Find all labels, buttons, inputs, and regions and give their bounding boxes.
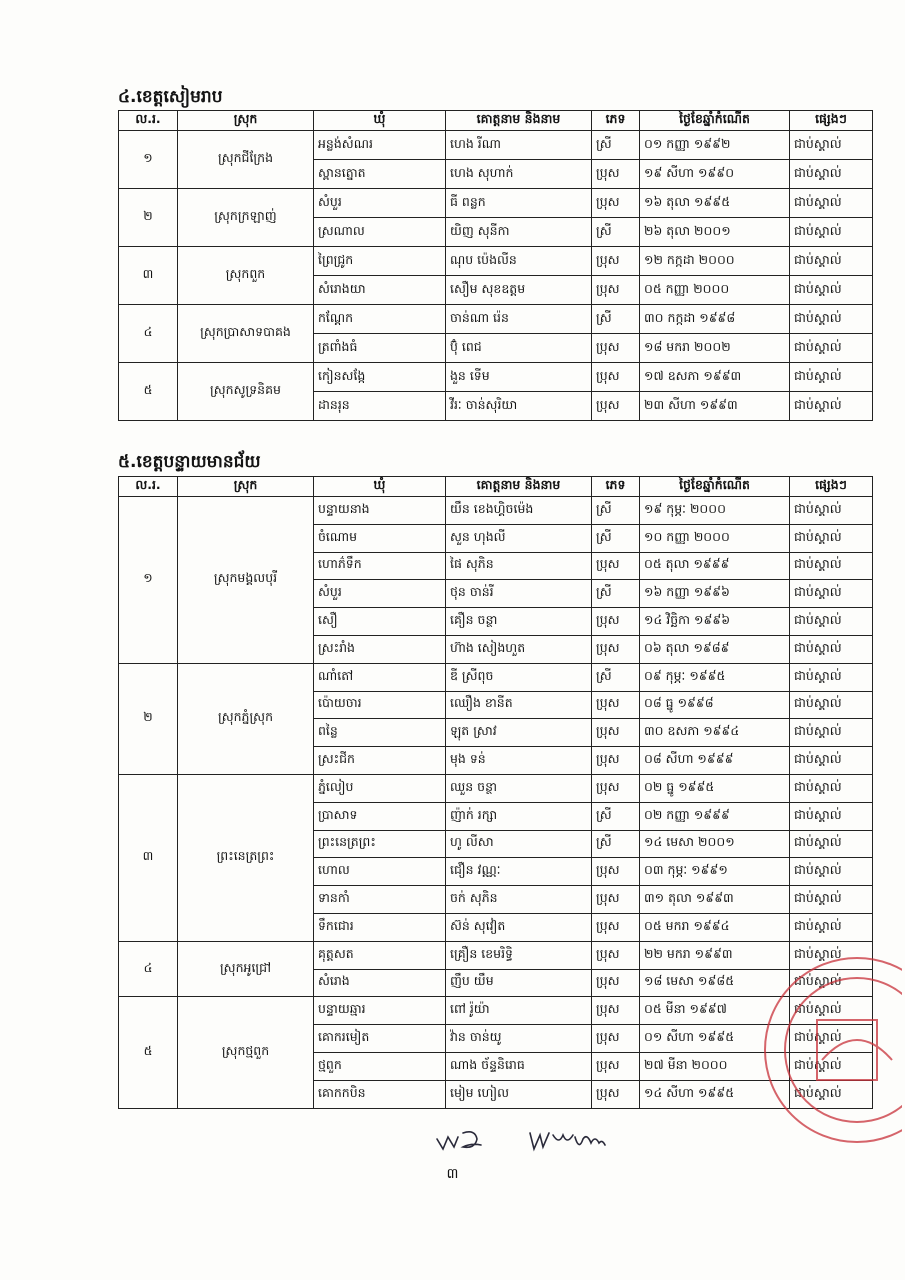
name-cell: ឈួន ចន្ថា: [446, 774, 592, 802]
commune-cell: ដានរុន: [314, 392, 446, 421]
dob-cell: ១៦ តុលា ១៩៩៥: [640, 189, 790, 218]
table-row: [119, 247, 873, 276]
table-row: [119, 774, 873, 802]
dob-cell: ១០ កញ្ញា ២០០០: [640, 524, 790, 552]
commune-cell: ព្រៃជ្រូក: [314, 247, 446, 276]
table-row: [119, 131, 873, 160]
sex-cell: ប្រុស: [592, 747, 640, 775]
name-cell: ចក់ សុភិន: [446, 886, 592, 914]
note-cell: ជាប់ស្គាល់: [790, 218, 873, 247]
siem-reap-table: [118, 110, 873, 421]
note-cell: ជាប់ស្គាល់: [790, 635, 873, 663]
dob-cell: ០៨ ធ្នូ ១៩៩៨: [640, 691, 790, 719]
column-header: គោត្តនាម និងនាម: [446, 477, 592, 497]
district-cell: ស្រុកជីក្រែង: [178, 131, 314, 189]
district-cell: ស្រុកពួក: [178, 247, 314, 305]
sex-cell: ប្រុស: [592, 719, 640, 747]
column-header: ថ្ងៃខែឆ្នាំកំណើត: [640, 477, 790, 497]
note-cell: ជាប់ស្គាល់: [790, 858, 873, 886]
note-cell: ជាប់ស្គាល់: [790, 334, 873, 363]
sex-cell: ប្រុស: [592, 997, 640, 1025]
note-cell: ជាប់ស្គាល់: [790, 189, 873, 218]
sex-cell: ប្រុស: [592, 691, 640, 719]
note-cell: ជាប់ស្គាល់: [790, 1052, 873, 1080]
dob-cell: ០៦ តុលា ១៩៨៩: [640, 635, 790, 663]
name-cell: ផៃ សុភិន: [446, 552, 592, 580]
section-title-siem-reap: ៤.ខេត្តសៀមរាប: [118, 87, 223, 107]
district-cell: ស្រុកភ្នំស្រុក: [178, 663, 314, 774]
sex-cell: ប្រុស: [592, 608, 640, 636]
name-cell: ហេង សុហាក់: [446, 160, 592, 189]
column-header: ផ្សេងៗ: [790, 477, 873, 497]
dob-cell: ៣០ ឧសភា ១៩៩៤: [640, 719, 790, 747]
dob-cell: ០២ កញ្ញា ១៩៩៩: [640, 802, 790, 830]
row-number: ២: [119, 189, 178, 247]
commune-cell: ប៉ោយចារ: [314, 691, 446, 719]
name-cell: មុង ទន់: [446, 747, 592, 775]
column-header: គោត្តនាម និងនាម: [446, 111, 592, 131]
dob-cell: ០១ សីហា ១៩៩៥: [640, 1025, 790, 1053]
table-row: [119, 941, 873, 969]
dob-cell: ២៧ មីនា ២០០០: [640, 1052, 790, 1080]
note-cell: ជាប់ស្គាល់: [790, 580, 873, 608]
name-cell: ណាង ច័ន្ទនិរោធ: [446, 1052, 592, 1080]
name-cell: ឡុត ស្រាវ: [446, 719, 592, 747]
note-cell: ជាប់ស្គាល់: [790, 719, 873, 747]
note-cell: ជាប់ស្គាល់: [790, 363, 873, 392]
table-row: [119, 663, 873, 691]
name-cell: ហូ លីសា: [446, 830, 592, 858]
dob-cell: ០៨ សីហា ១៩៩៩: [640, 747, 790, 775]
note-cell: ជាប់ស្គាល់: [790, 305, 873, 334]
commune-cell: ទឹកជោរ: [314, 913, 446, 941]
name-cell: មៀម ហៀល: [446, 1080, 592, 1108]
note-cell: ជាប់ស្គាល់: [790, 1025, 873, 1053]
note-cell: ជាប់ស្គាល់: [790, 276, 873, 305]
note-cell: ជាប់ស្គាល់: [790, 608, 873, 636]
dob-cell: ២៣ សីហា ១៩៩៣: [640, 392, 790, 421]
commune-cell: បន្ទាយនាង: [314, 497, 446, 525]
column-header: ល.រ.: [119, 477, 178, 497]
name-cell: ហ៊ាង សៀងហួត: [446, 635, 592, 663]
page-number: ៣: [446, 1166, 459, 1182]
column-header: ឃុំ: [314, 111, 446, 131]
dob-cell: ១៦ កញ្ញា ១៩៩៦: [640, 580, 790, 608]
commune-cell: ណាំតៅ: [314, 663, 446, 691]
name-cell: ហេង រីណា: [446, 131, 592, 160]
sex-cell: ប្រុស: [592, 392, 640, 421]
note-cell: ជាប់ស្គាល់: [790, 497, 873, 525]
commune-cell: ភ្នំលៀប: [314, 774, 446, 802]
commune-cell: ហោល: [314, 858, 446, 886]
commune-cell: ថ្មពួក: [314, 1052, 446, 1080]
note-cell: ជាប់ស្គាល់: [790, 886, 873, 914]
commune-cell: សំបួរ: [314, 189, 446, 218]
row-number: ៥: [119, 997, 178, 1108]
name-cell: ធី ពន្លក: [446, 189, 592, 218]
dob-cell: ២៦ តុលា ២០០១: [640, 218, 790, 247]
name-cell: វ៉ាន ចាន់យូ: [446, 1025, 592, 1053]
name-cell: ញឹប យឹម: [446, 969, 592, 997]
dob-cell: ១៤ សីហា ១៩៩៥: [640, 1080, 790, 1108]
section-title-banteay-meanchey: ៥.ខេត្តបន្ទាយមានជ័យ: [118, 452, 261, 472]
commune-cell: កៀនសង្កែ: [314, 363, 446, 392]
dob-cell: ១៤ វិច្ឆិកា ១៩៩៦: [640, 608, 790, 636]
note-cell: ជាប់ស្គាល់: [790, 941, 873, 969]
dob-cell: ២២ មករា ១៩៩៣: [640, 941, 790, 969]
sex-cell: ប្រុស: [592, 886, 640, 914]
sex-cell: ប្រុស: [592, 160, 640, 189]
sex-cell: ស្រី: [592, 305, 640, 334]
commune-cell: សឿ: [314, 608, 446, 636]
row-number: ២: [119, 663, 178, 774]
name-cell: ឈឿង ខានីត: [446, 691, 592, 719]
name-cell: ពៅ រ៉ូយ៉ា: [446, 997, 592, 1025]
table-row: [119, 363, 873, 392]
note-cell: ជាប់ស្គាល់: [790, 663, 873, 691]
dob-cell: ១៨ មេសា ១៩៨៥: [640, 969, 790, 997]
sex-cell: ប្រុស: [592, 189, 640, 218]
column-header: ឃុំ: [314, 477, 446, 497]
column-header: ភេទ: [592, 111, 640, 131]
commune-cell: ទានកាំ: [314, 886, 446, 914]
district-cell: ស្រុកមង្គលបុរី: [178, 497, 314, 664]
sex-cell: ស្រី: [592, 497, 640, 525]
row-number: ៣: [119, 247, 178, 305]
commune-cell: សំរោងយា: [314, 276, 446, 305]
banteay-meanchey-table: [118, 476, 873, 1109]
note-cell: ជាប់ស្គាល់: [790, 969, 873, 997]
note-cell: ជាប់ស្គាល់: [790, 913, 873, 941]
dob-cell: ១៩ កុម្ភៈ ២០០០: [640, 497, 790, 525]
commune-cell: សំបួរ: [314, 580, 446, 608]
sex-cell: ស្រី: [592, 580, 640, 608]
name-cell: ស៊ន់ សុវៀត: [446, 913, 592, 941]
name-cell: ជឿន វណ្ណៈ: [446, 858, 592, 886]
name-cell: យិញ សុនីកា: [446, 218, 592, 247]
district-cell: ស្រុកសូទ្រនិគម: [178, 363, 314, 421]
column-header: ស្រុក: [178, 477, 314, 497]
dob-cell: ៣១ តុលា ១៩៩៣: [640, 886, 790, 914]
name-cell: យឹន ខេងហ្គិចម៉េង: [446, 497, 592, 525]
sex-cell: ប្រុស: [592, 276, 640, 305]
district-cell: ស្រុកថ្មពួក: [178, 997, 314, 1108]
name-cell: សួន ហុងលី: [446, 524, 592, 552]
sex-cell: ប្រុស: [592, 913, 640, 941]
sex-cell: ស្រី: [592, 830, 640, 858]
name-cell: ថុន ចាន់រី: [446, 580, 592, 608]
table-row: [119, 497, 873, 525]
name-cell: ឌី ស្រីពុច: [446, 663, 592, 691]
sex-cell: ប្រុស: [592, 552, 640, 580]
sex-cell: ប្រុស: [592, 247, 640, 276]
note-cell: ជាប់ស្គាល់: [790, 997, 873, 1025]
commune-cell: ស្រះរាំង: [314, 635, 446, 663]
table-row: [119, 997, 873, 1025]
district-cell: ស្រុកប្រាសាទបាគង: [178, 305, 314, 363]
sex-cell: ប្រុស: [592, 941, 640, 969]
row-number: ៤: [119, 941, 178, 997]
name-cell: ញ៉ាក់ រក្សា: [446, 802, 592, 830]
commune-cell: គោករមៀត: [314, 1025, 446, 1053]
row-number: ៤: [119, 305, 178, 363]
dob-cell: ០៣ កុម្ភៈ ១៩៩១: [640, 858, 790, 886]
name-cell: វីរៈ ចាន់សុរិយា: [446, 392, 592, 421]
sex-cell: ប្រុស: [592, 774, 640, 802]
note-cell: ជាប់ស្គាល់: [790, 802, 873, 830]
dob-cell: ០៥ មីនា ១៩៩៧: [640, 997, 790, 1025]
district-cell: ព្រះនេត្រព្រះ: [178, 774, 314, 941]
note-cell: ជាប់ស្គាល់: [790, 524, 873, 552]
dob-cell: ០៩ កុម្ភៈ ១៩៩៥: [640, 663, 790, 691]
column-header: ផ្សេងៗ: [790, 111, 873, 131]
table-row: [119, 189, 873, 218]
note-cell: ជាប់ស្គាល់: [790, 131, 873, 160]
name-cell: សឿម សុខឧត្តម: [446, 276, 592, 305]
sex-cell: ប្រុស: [592, 1025, 640, 1053]
commune-cell: ព្រះនេត្រព្រះ: [314, 830, 446, 858]
commune-cell: អន្លង់សំណរ: [314, 131, 446, 160]
sex-cell: ប្រុស: [592, 635, 640, 663]
dob-cell: ០៥ មករា ១៩៩៤: [640, 913, 790, 941]
sex-cell: ប្រុស: [592, 969, 640, 997]
sex-cell: ស្រី: [592, 663, 640, 691]
commune-cell: កណ្ដែក: [314, 305, 446, 334]
sex-cell: ប្រុស: [592, 334, 640, 363]
column-header: ស្រុក: [178, 111, 314, 131]
dob-cell: ០១ កញ្ញា ១៩៩២: [640, 131, 790, 160]
sex-cell: ប្រុស: [592, 1052, 640, 1080]
column-header: ល.រ.: [119, 111, 178, 131]
row-number: ១: [119, 131, 178, 189]
note-cell: ជាប់ស្គាល់: [790, 1080, 873, 1108]
district-cell: ស្រុកក្រឡាញ់: [178, 189, 314, 247]
note-cell: ជាប់ស្គាល់: [790, 747, 873, 775]
sex-cell: ស្រី: [592, 802, 640, 830]
commune-cell: ស្ពានត្នោត: [314, 160, 446, 189]
table-header-row: [119, 477, 873, 497]
commune-cell: ស្រះជីក: [314, 747, 446, 775]
commune-cell: សំរោង: [314, 969, 446, 997]
sex-cell: ប្រុស: [592, 858, 640, 886]
sex-cell: ស្រី: [592, 524, 640, 552]
dob-cell: ១៧ ឧសភា ១៩៩៣: [640, 363, 790, 392]
commune-cell: ត្រពាំងធំ: [314, 334, 446, 363]
column-header: ភេទ: [592, 477, 640, 497]
name-cell: គឿន ចន្ថា: [446, 608, 592, 636]
commune-cell: ចំណោម: [314, 524, 446, 552]
dob-cell: ១៩ សីហា ១៩៩០: [640, 160, 790, 189]
note-cell: ជាប់ស្គាល់: [790, 247, 873, 276]
dob-cell: ១៤ មេសា ២០០១: [640, 830, 790, 858]
name-cell: ប៊ុំ ពេជ: [446, 334, 592, 363]
name-cell: ណុប ប៉េងលីន: [446, 247, 592, 276]
dob-cell: ៣០ កក្កដា ១៩៩៨: [640, 305, 790, 334]
name-cell: ចាន់ណា រ៉េន: [446, 305, 592, 334]
commune-cell: ស្រណាល: [314, 218, 446, 247]
commune-cell: គោកកបិន: [314, 1080, 446, 1108]
row-number: ៥: [119, 363, 178, 421]
dob-cell: ០៥ តុលា ១៩៩៩: [640, 552, 790, 580]
dob-cell: ០៥ កញ្ញា ២០០០: [640, 276, 790, 305]
sex-cell: ស្រី: [592, 131, 640, 160]
note-cell: ជាប់ស្គាល់: [790, 691, 873, 719]
sex-cell: ប្រុស: [592, 1080, 640, 1108]
district-cell: ស្រុកអូជ្រៅ: [178, 941, 314, 997]
handwritten-signatures: [435, 1125, 625, 1161]
sex-cell: ស្រី: [592, 218, 640, 247]
name-cell: ងួន ទើម: [446, 363, 592, 392]
note-cell: ជាប់ស្គាល់: [790, 830, 873, 858]
note-cell: ជាប់ស្គាល់: [790, 392, 873, 421]
commune-cell: គុត្តសត: [314, 941, 446, 969]
note-cell: ជាប់ស្គាល់: [790, 552, 873, 580]
commune-cell: ពន្លៃ: [314, 719, 446, 747]
commune-cell: ប្រាសាទ: [314, 802, 446, 830]
commune-cell: បន្ទាយឆ្មារ: [314, 997, 446, 1025]
table-header-row: [119, 111, 873, 131]
note-cell: ជាប់ស្គាល់: [790, 160, 873, 189]
column-header: ថ្ងៃខែឆ្នាំកំណើត: [640, 111, 790, 131]
commune-cell: ហោភ៌ទឹក: [314, 552, 446, 580]
dob-cell: ១៨ មករា ២០០២: [640, 334, 790, 363]
dob-cell: ០២ ធ្នូ ១៩៩៥: [640, 774, 790, 802]
table-row: [119, 305, 873, 334]
row-number: ១: [119, 497, 178, 664]
sex-cell: ប្រុស: [592, 363, 640, 392]
note-cell: ជាប់ស្គាល់: [790, 774, 873, 802]
official-stamp: [762, 950, 902, 1150]
name-cell: គ្រឿន ខេមរិទ្ធិ: [446, 941, 592, 969]
dob-cell: ១២ កក្កដា ២០០០: [640, 247, 790, 276]
row-number: ៣: [119, 774, 178, 941]
